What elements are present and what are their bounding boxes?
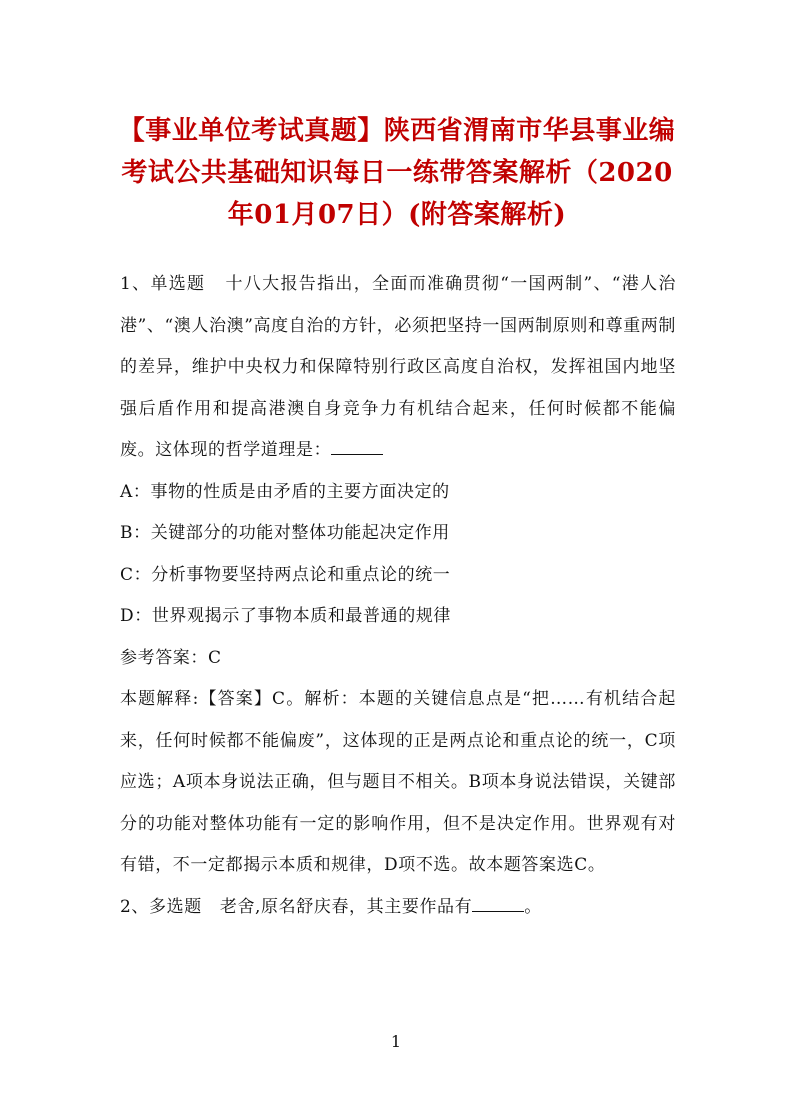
question-1 bbox=[120, 264, 676, 472]
question-2-stem: 老舍,原名舒庆春，其主要作品有 bbox=[219, 896, 473, 917]
option-c: C：分析事物要坚持两点论和重点论的统一 bbox=[120, 564, 451, 585]
document-body bbox=[120, 264, 676, 928]
question-2-type: 2、多选题 bbox=[120, 896, 202, 917]
question-1-type: 1、单选题 bbox=[120, 274, 206, 294]
option-a: A：事物的性质是由矛盾的主要方面决定的 bbox=[120, 481, 450, 502]
option-d: D：世界观揭示了事物本质和最普通的规律 bbox=[120, 606, 452, 626]
answer-blank bbox=[331, 437, 383, 455]
reference-answer: 参考答案：C bbox=[120, 647, 222, 668]
explanation: 本题解释:【答案】C。解析：本题的关键信息点是“把……有机结合起来，任何时候都不能偏废”，这体现的正是两点论和重点论的统一，C项应选；A项本身说法正确，但与题目不相关。B项本身说法错误，关键部分的功能对整体功能有一定的影响作用，但不是决定作用。世界观有对有错，不一定都揭示本质和规律，D项不选。故本题答案选C。 bbox=[120, 689, 676, 875]
document-title: 【事业单位考试真题】陕西省渭南市华县事业编考试公共基础知识每日一练带答案解析（2020年01月07日）(附答案解析) bbox=[118, 116, 676, 230]
question-2: 2、多选题 老舍,原名舒庆春，其主要作品有 。 bbox=[120, 887, 676, 929]
page-number: 1 bbox=[390, 1032, 402, 1051]
question-1-stem: 十八大报告指出，全面而准确贯彻“一国两制”、“港人治港”、“澳人治澳”高度自治的方针，必须把坚持一国两制原则和尊重两制的差异，维护中央权力和保障特别行政区高度自治权，发挥祖国内地坚强后盾作用和提高港澳自身竞争力有机结合起来，任何时候都不能偏废。这体现的哲学道理是： bbox=[120, 274, 676, 460]
option-b: B：关键部分的功能对整体功能起决定作用 bbox=[120, 523, 450, 543]
answer-blank bbox=[472, 894, 524, 912]
